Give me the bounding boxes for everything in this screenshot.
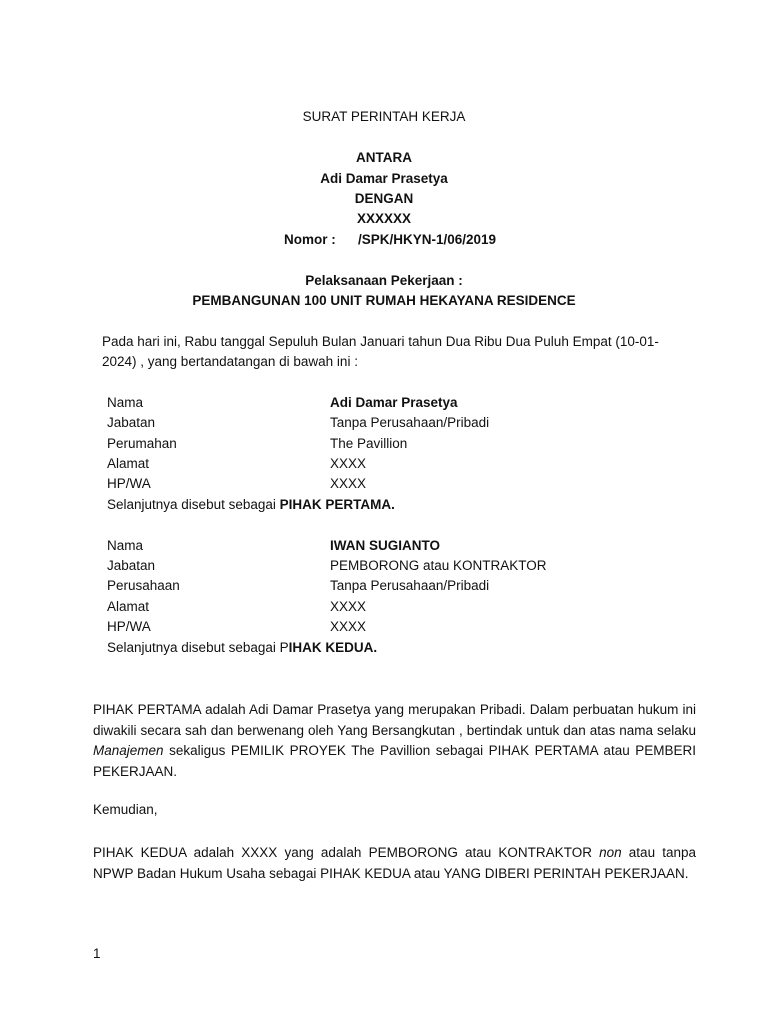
pk-label-hpwa: HP/WA xyxy=(107,619,151,634)
pk-value-alamat: XXXX xyxy=(330,599,367,614)
intro-line-2: 2024) , yang bertandatangan di bawah ini : xyxy=(102,354,358,369)
intro-line-1: Pada hari ini, Rabu tanggal Sepuluh Bulan Januari tahun Dua Ribu Dua Puluh Empat (10-01- xyxy=(102,334,659,349)
party1-name-header: Adi Damar Prasetya xyxy=(320,171,448,186)
pk-label-alamat: Alamat xyxy=(107,599,150,614)
pk-closing-text: Selanjutnya disebut sebagai P xyxy=(107,640,289,655)
pp-label-alamat: Alamat xyxy=(107,456,150,471)
p2-text-2: atau tanpa NPWP Badan Hukum Usaha sebagai PIHAK KEDUA atau YANG DIBERI PERINTAH PEKERJAAN. xyxy=(93,845,697,881)
nomor-value: /SPK/HKYN-1/06/2019 xyxy=(358,232,497,247)
pp-closing xyxy=(107,497,395,512)
page-number: 1 xyxy=(93,946,101,961)
antara-label: ANTARA xyxy=(356,150,412,165)
pp-label-hpwa: HP/WA xyxy=(107,476,151,491)
pelaksanaan-label: Pelaksanaan Pekerjaan : xyxy=(305,273,463,288)
pk-label-nama: Nama xyxy=(107,538,144,553)
pk-value-jabatan: PEMBORONG atau KONTRAKTOR xyxy=(330,558,547,573)
p2-text-1: PIHAK KEDUA adalah XXXX yang adalah PEMBORONG atau KONTRAKTOR xyxy=(93,845,600,860)
pk-label-jabatan: Jabatan xyxy=(107,558,156,573)
party2-name-header: XXXXXX xyxy=(356,211,412,226)
pp-value-hpwa: XXXX xyxy=(330,476,367,491)
pp-value-jabatan: Tanpa Perusahaan/Pribadi xyxy=(330,415,490,430)
project-name: PEMBANGUNAN 100 UNIT RUMAH HEKAYANA RESIDENCE xyxy=(192,293,576,308)
pk-value-hpwa: XXXX xyxy=(330,619,367,634)
pp-closing-text: Selanjutnya disebut sebagai xyxy=(107,497,280,512)
pp-label-nama: Nama xyxy=(107,395,144,410)
pk-label-perusahaan: Perusahaan xyxy=(107,578,180,593)
kemudian-text: Kemudian, xyxy=(93,802,158,817)
dengan-label: DENGAN xyxy=(354,191,414,206)
pk-closing xyxy=(107,640,377,655)
pp-label-jabatan: Jabatan xyxy=(107,415,156,430)
pp-value-alamat: XXXX xyxy=(330,456,367,471)
pk-value-perusahaan: Tanpa Perusahaan/Pribadi xyxy=(330,578,490,593)
pp-closing-bold: PIHAK PERTAMA. xyxy=(279,497,395,512)
p1-text-2: sekaligus PEMILIK PROYEK The Pavillion sebagai PIHAK PERTAMA atau PEMBERI PEKERJAAN. xyxy=(93,743,696,779)
pk-closing-bold: IHAK KEDUA. xyxy=(288,640,378,655)
p1-italic: Manajemen xyxy=(93,743,164,758)
p1-text-1: PIHAK PERTAMA adalah Adi Damar Prasetya yang merupakan Pribadi. Dalam perbuatan hukum ini diwakili secara sah dan berwenang oleh Yang Bersangkutan , bertindak untuk dan atas nama selaku xyxy=(93,702,696,738)
paragraph-pihak-kedua xyxy=(93,843,696,884)
p2-italic: non xyxy=(599,845,622,860)
nomor-label: Nomor : xyxy=(284,232,336,247)
document-title: SURAT PERINTAH KERJA xyxy=(302,109,466,124)
pk-value-nama: IWAN SUGIANTO xyxy=(330,538,441,553)
pp-value-perumahan: The Pavillion xyxy=(330,436,408,451)
paragraph-pihak-pertama xyxy=(93,700,696,782)
pp-label-perumahan: Perumahan xyxy=(107,436,177,451)
pp-value-nama: Adi Damar Prasetya xyxy=(330,395,458,410)
